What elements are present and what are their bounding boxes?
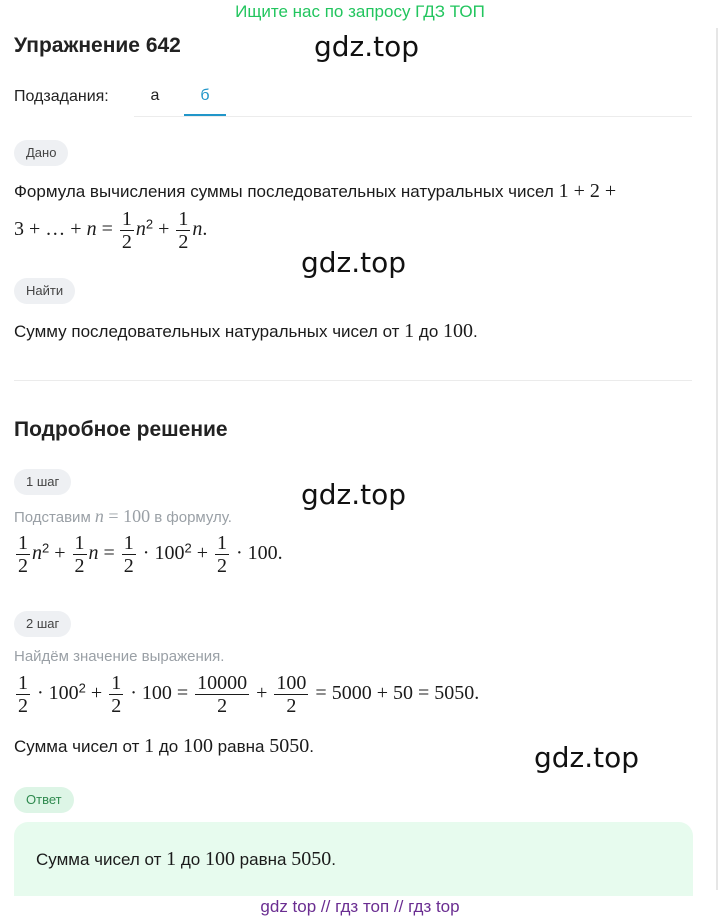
- tab-b[interactable]: б: [184, 86, 226, 116]
- watermark: gdz.top: [301, 478, 407, 511]
- solution-title: Подробное решение: [14, 418, 228, 441]
- step2-hint: Найдём значение выражения.: [14, 648, 225, 665]
- watermark: gdz.top: [534, 741, 640, 774]
- subtasks-bar: [14, 86, 694, 118]
- step2-badge: 2 шаг: [14, 611, 71, 637]
- fraction: $\frac{10000}{2}$: [197, 672, 248, 717]
- fraction: $\frac{1}{2}$: [18, 672, 28, 717]
- answer-box: [14, 822, 693, 896]
- fraction: $\frac{100}{2}$: [276, 672, 307, 717]
- fraction: $\frac{1}{2}$: [121, 208, 132, 253]
- answer-badge: Ответ: [14, 787, 74, 813]
- fraction: $\frac{1}{2}$: [216, 532, 227, 577]
- given-formula-line2: 3 + … + n = $\frac{1}{2}$ $n^2$ + $\frac{1}{2}$ n.: [14, 208, 208, 253]
- fraction: $\frac{1}{2}$: [123, 532, 134, 577]
- answer-text: Сумма чисел от 1 до 100 равна 5050.: [36, 848, 336, 870]
- tab-a[interactable]: а: [150, 87, 160, 104]
- subtasks-label: Подзадания:: [14, 88, 109, 105]
- fraction: $\frac{1}{2}$: [74, 532, 85, 577]
- given-text-line1: Формула вычисления суммы последовательных натуральных чисел 1 + 2 +: [14, 180, 617, 202]
- fraction: $\frac{1}{2}$: [18, 532, 28, 577]
- step1-badge: 1 шаг: [14, 469, 71, 495]
- tabs-underline: [134, 116, 692, 117]
- step1-formula: $\frac{1}{2}$ $n^2$ + $\frac{1}{2}$ n = $\frac{1}{2}$ · $100^2$ + $\frac{1}{2}$ · 100.: [18, 532, 283, 577]
- step2-formula: $\frac{1}{2}$ · $100^2$ + $\frac{1}{2}$ · 100 = $\frac{10000}{2}$ + $\frac{100}{2}$ = 5000 + 50 = 5050.: [18, 672, 480, 717]
- section-divider: [14, 380, 692, 381]
- exercise-title: Упражнение 642: [14, 34, 181, 57]
- fraction: $\frac{1}{2}$: [178, 208, 189, 253]
- step1-hint: Подставим n = 100 в формулу.: [14, 506, 232, 526]
- find-badge: Найти: [14, 278, 75, 304]
- watermark: gdz.top: [314, 30, 420, 63]
- right-divider: [716, 28, 718, 890]
- top-banner[interactable]: Ищите нас по запросу ГДЗ ТОП: [235, 2, 485, 21]
- find-text: Сумму последовательных натуральных чисел от 1 до 100.: [14, 320, 478, 342]
- watermark: gdz.top: [301, 246, 407, 279]
- footer-links[interactable]: gdz top // гдз топ // гдз top: [260, 897, 460, 916]
- given-badge: Дано: [14, 140, 68, 166]
- fraction: $\frac{1}{2}$: [111, 672, 122, 717]
- step2-conclusion: Сумма чисел от 1 до 100 равна 5050.: [14, 735, 314, 757]
